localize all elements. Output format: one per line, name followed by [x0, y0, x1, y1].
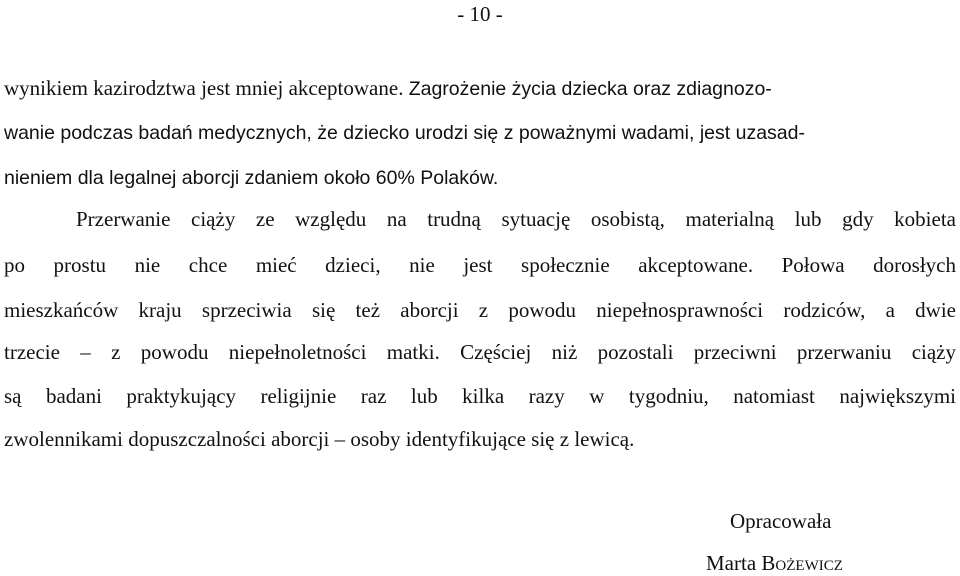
paragraph-2-line-5: są badani praktykujący religijnie raz lub kilka razy w tygodniu, natomiast największymi	[4, 384, 956, 408]
signature-role: Opracowała	[730, 509, 832, 533]
paragraph-1-line-1	[4, 76, 956, 101]
signature-name	[706, 550, 946, 576]
paragraph-1-line-1-sans: Zagrożenie życia dziecka oraz zdiagnozo-	[408, 78, 772, 100]
paragraph-1-line-3: nieniem dla legalnej aborcji zdaniem około 60% Polaków.	[4, 167, 499, 189]
signature-surname: Bożewicz	[761, 551, 843, 575]
signature-first-name: Marta	[706, 551, 762, 575]
paragraph-2-line-6: zwolennikami dopuszczalności aborcji – osoby identyfikujące się z lewicą.	[4, 427, 635, 451]
paragraph-2-line-4: trzecie – z powodu niepełnoletności matki. Częściej niż pozostali przeciwni przerwaniu ciąży	[4, 340, 956, 364]
paragraph-2-line-2: po prostu nie chce mieć dzieci, nie jest społecznie akceptowane. Połowa dorosłych	[4, 253, 956, 277]
paragraph-1-line-1-serif: wynikiem kazirodztwa jest mniej akceptowane.	[4, 76, 409, 100]
page-number: - 10 -	[457, 2, 503, 26]
paragraph-2-line-3: mieszkańców kraju sprzeciwia się też aborcji z powodu niepełnosprawności rodziców, a dwie	[4, 298, 956, 322]
paragraph-1-line-2: wanie podczas badań medycznych, że dziecko urodzi się z poważnymi wadami, jest uzasad-	[4, 122, 805, 144]
paragraph-2-line-1: Przerwanie ciąży ze względu na trudną sytuację osobistą, materialną lub gdy kobieta	[76, 207, 956, 231]
